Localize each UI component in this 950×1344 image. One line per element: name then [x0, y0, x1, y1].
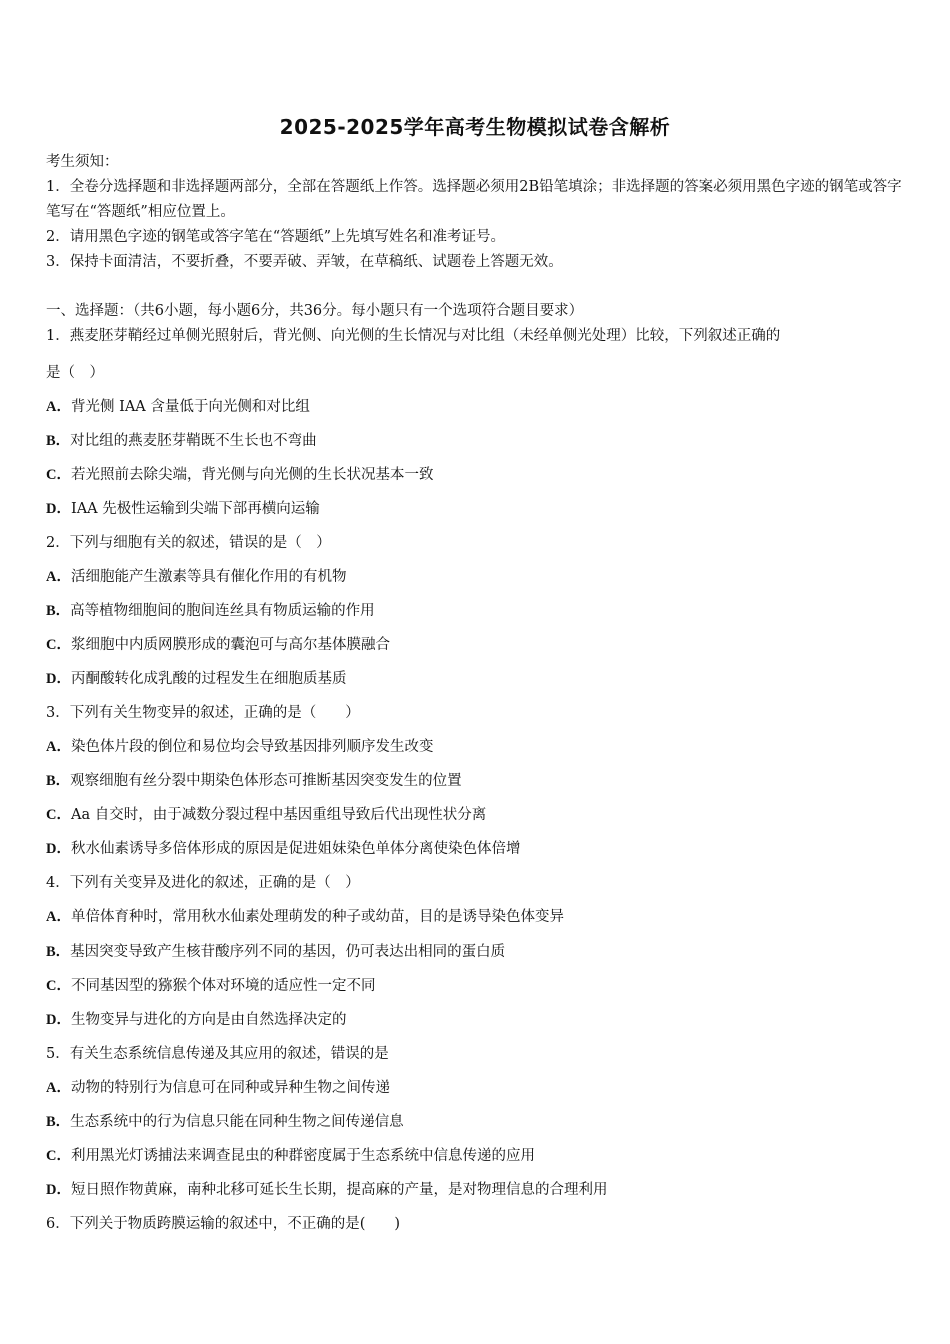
option-text: 不同基因型的猕猴个体对环境的适应性一定不同: [70, 978, 376, 994]
question-stem: 1．燕麦胚芽鞘经过单侧光照射后，背光侧、向光侧的生长情况与对比组（未经单侧光处理）比较，下列叙述正确的: [46, 328, 781, 344]
option-letter: C．: [46, 467, 71, 483]
option-text: Aa 自交时，由于减数分裂过程中基因重组导致后代出现性状分离: [70, 807, 487, 823]
option-text: 生物变异与进化的方向是由自然选择决定的: [70, 1012, 347, 1028]
page-title: 2025-2025学年高考生物模拟试卷含解析: [279, 115, 671, 139]
option-letter: A．: [46, 569, 71, 585]
option-text: 观察细胞有丝分裂中期染色体形态可推断基因突变发生的位置: [70, 773, 462, 789]
question-stem: 3．下列有关生物变异的叙述，正确的是（ ）: [46, 705, 360, 721]
notice-item: 2．请用黑色字迹的钢笔或答字笔在“答题纸”上先填写姓名和准考证号。: [46, 229, 506, 245]
option-text: 浆细胞中内质网膜形成的囊泡可与高尔基体膜融合: [70, 637, 390, 653]
option-text: 生态系统中的行为信息只能在同种生物之间传递信息: [70, 1114, 404, 1130]
notice-item: 1．全卷分选择题和非选择题两部分，全部在答题纸上作答。选择题必须用2B铅笔填涂；非选择题的答案必须用黑色字迹的钢笔或答字笔写在“答题纸”相应位置上。: [46, 179, 902, 220]
option-letter: B．: [46, 433, 71, 449]
option-text: 活细胞能产生激素等具有催化作用的有机物: [70, 569, 347, 585]
option-letter: A．: [46, 1080, 71, 1096]
option-text: 若光照前去除尖端，背光侧与向光侧的生长状况基本一致: [70, 467, 434, 483]
answer-option: [46, 396, 906, 418]
option-letter: D．: [46, 671, 71, 687]
answer-option: [46, 600, 906, 622]
answer-option: [46, 1111, 906, 1133]
answer-option: [46, 906, 906, 928]
option-letter: B．: [46, 944, 71, 960]
question-stem: 2．下列与细胞有关的叙述，错误的是（ ）: [46, 535, 331, 551]
answer-option: [46, 804, 906, 826]
exam-notice: [46, 150, 906, 275]
option-letter: D．: [46, 841, 71, 857]
answer-option: [46, 1077, 906, 1099]
answer-option: [46, 838, 906, 860]
question-stem: 5．有关生态系统信息传递及其应用的叙述，错误的是: [46, 1046, 389, 1062]
answer-option: [46, 770, 906, 792]
question-stem: 6．下列关于物质跨膜运输的叙述中，不正确的是( ): [46, 1216, 401, 1232]
answer-option: [46, 941, 906, 963]
answer-option: [46, 566, 906, 588]
option-text: 背光侧 IAA 含量低于向光侧和对比组: [70, 399, 310, 415]
question-stem: 4．下列有关变异及进化的叙述，正确的是（ ）: [46, 875, 360, 891]
option-letter: C．: [46, 637, 71, 653]
notice-heading: 考生须知：: [46, 154, 119, 170]
answer-option: [46, 668, 906, 690]
answer-option: [46, 736, 906, 758]
option-letter: B．: [46, 603, 71, 619]
answer-option: [46, 430, 906, 452]
notice-item: 3．保持卡面清洁，不要折叠，不要弄破、弄皱，在草稿纸、试题卷上答题无效。: [46, 254, 563, 270]
option-letter: A．: [46, 739, 71, 755]
option-letter: A．: [46, 399, 71, 415]
answer-option: [46, 1179, 906, 1201]
answer-option: [46, 498, 906, 520]
answer-option: [46, 1145, 906, 1167]
option-text: 动物的特别行为信息可在同种或异种生物之间传递: [70, 1080, 390, 1096]
question-stem: 是（ ）: [46, 365, 104, 381]
option-letter: C．: [46, 807, 71, 823]
option-text: 丙酮酸转化成乳酸的过程发生在细胞质基质: [70, 671, 347, 687]
section-heading: 一、选择题：（共6小题，每小题6分，共36分。每小题只有一个选项符合题目要求）: [46, 303, 584, 319]
option-text: 高等植物细胞间的胞间连丝具有物质运输的作用: [70, 603, 375, 619]
option-text: 单倍体育种时，常用秋水仙素处理萌发的种子或幼苗，目的是诱导染色体变异: [70, 909, 564, 925]
option-letter: C．: [46, 1148, 71, 1164]
option-letter: B．: [46, 773, 71, 789]
answer-option: [46, 975, 906, 997]
option-letter: B．: [46, 1114, 71, 1130]
option-text: 秋水仙素诱导多倍体形成的原因是促进姐妹染色单体分离使染色体倍增: [70, 841, 521, 857]
option-letter: C．: [46, 978, 71, 994]
option-text: 短日照作物黄麻，南种北移可延长生长期，提高麻的产量，是对物理信息的合理利用: [70, 1182, 608, 1198]
option-text: 对比组的燕麦胚芽鞘既不生长也不弯曲: [70, 433, 317, 449]
option-letter: D．: [46, 501, 71, 517]
option-letter: D．: [46, 1012, 71, 1028]
answer-option: [46, 634, 906, 656]
answer-option: [46, 1009, 906, 1031]
option-text: 利用黑光灯诱捕法来调查昆虫的种群密度属于生态系统中信息传递的应用: [70, 1148, 535, 1164]
option-letter: A．: [46, 909, 71, 925]
answer-option: [46, 464, 906, 486]
option-text: 基因突变导致产生核苷酸序列不同的基因，仍可表达出相同的蛋白质: [70, 944, 506, 960]
option-letter: D．: [46, 1182, 71, 1198]
option-text: 染色体片段的倒位和易位均会导致基因排列顺序发生改变: [70, 739, 434, 755]
option-text: IAA 先极性运输到尖端下部再横向运输: [70, 501, 320, 517]
